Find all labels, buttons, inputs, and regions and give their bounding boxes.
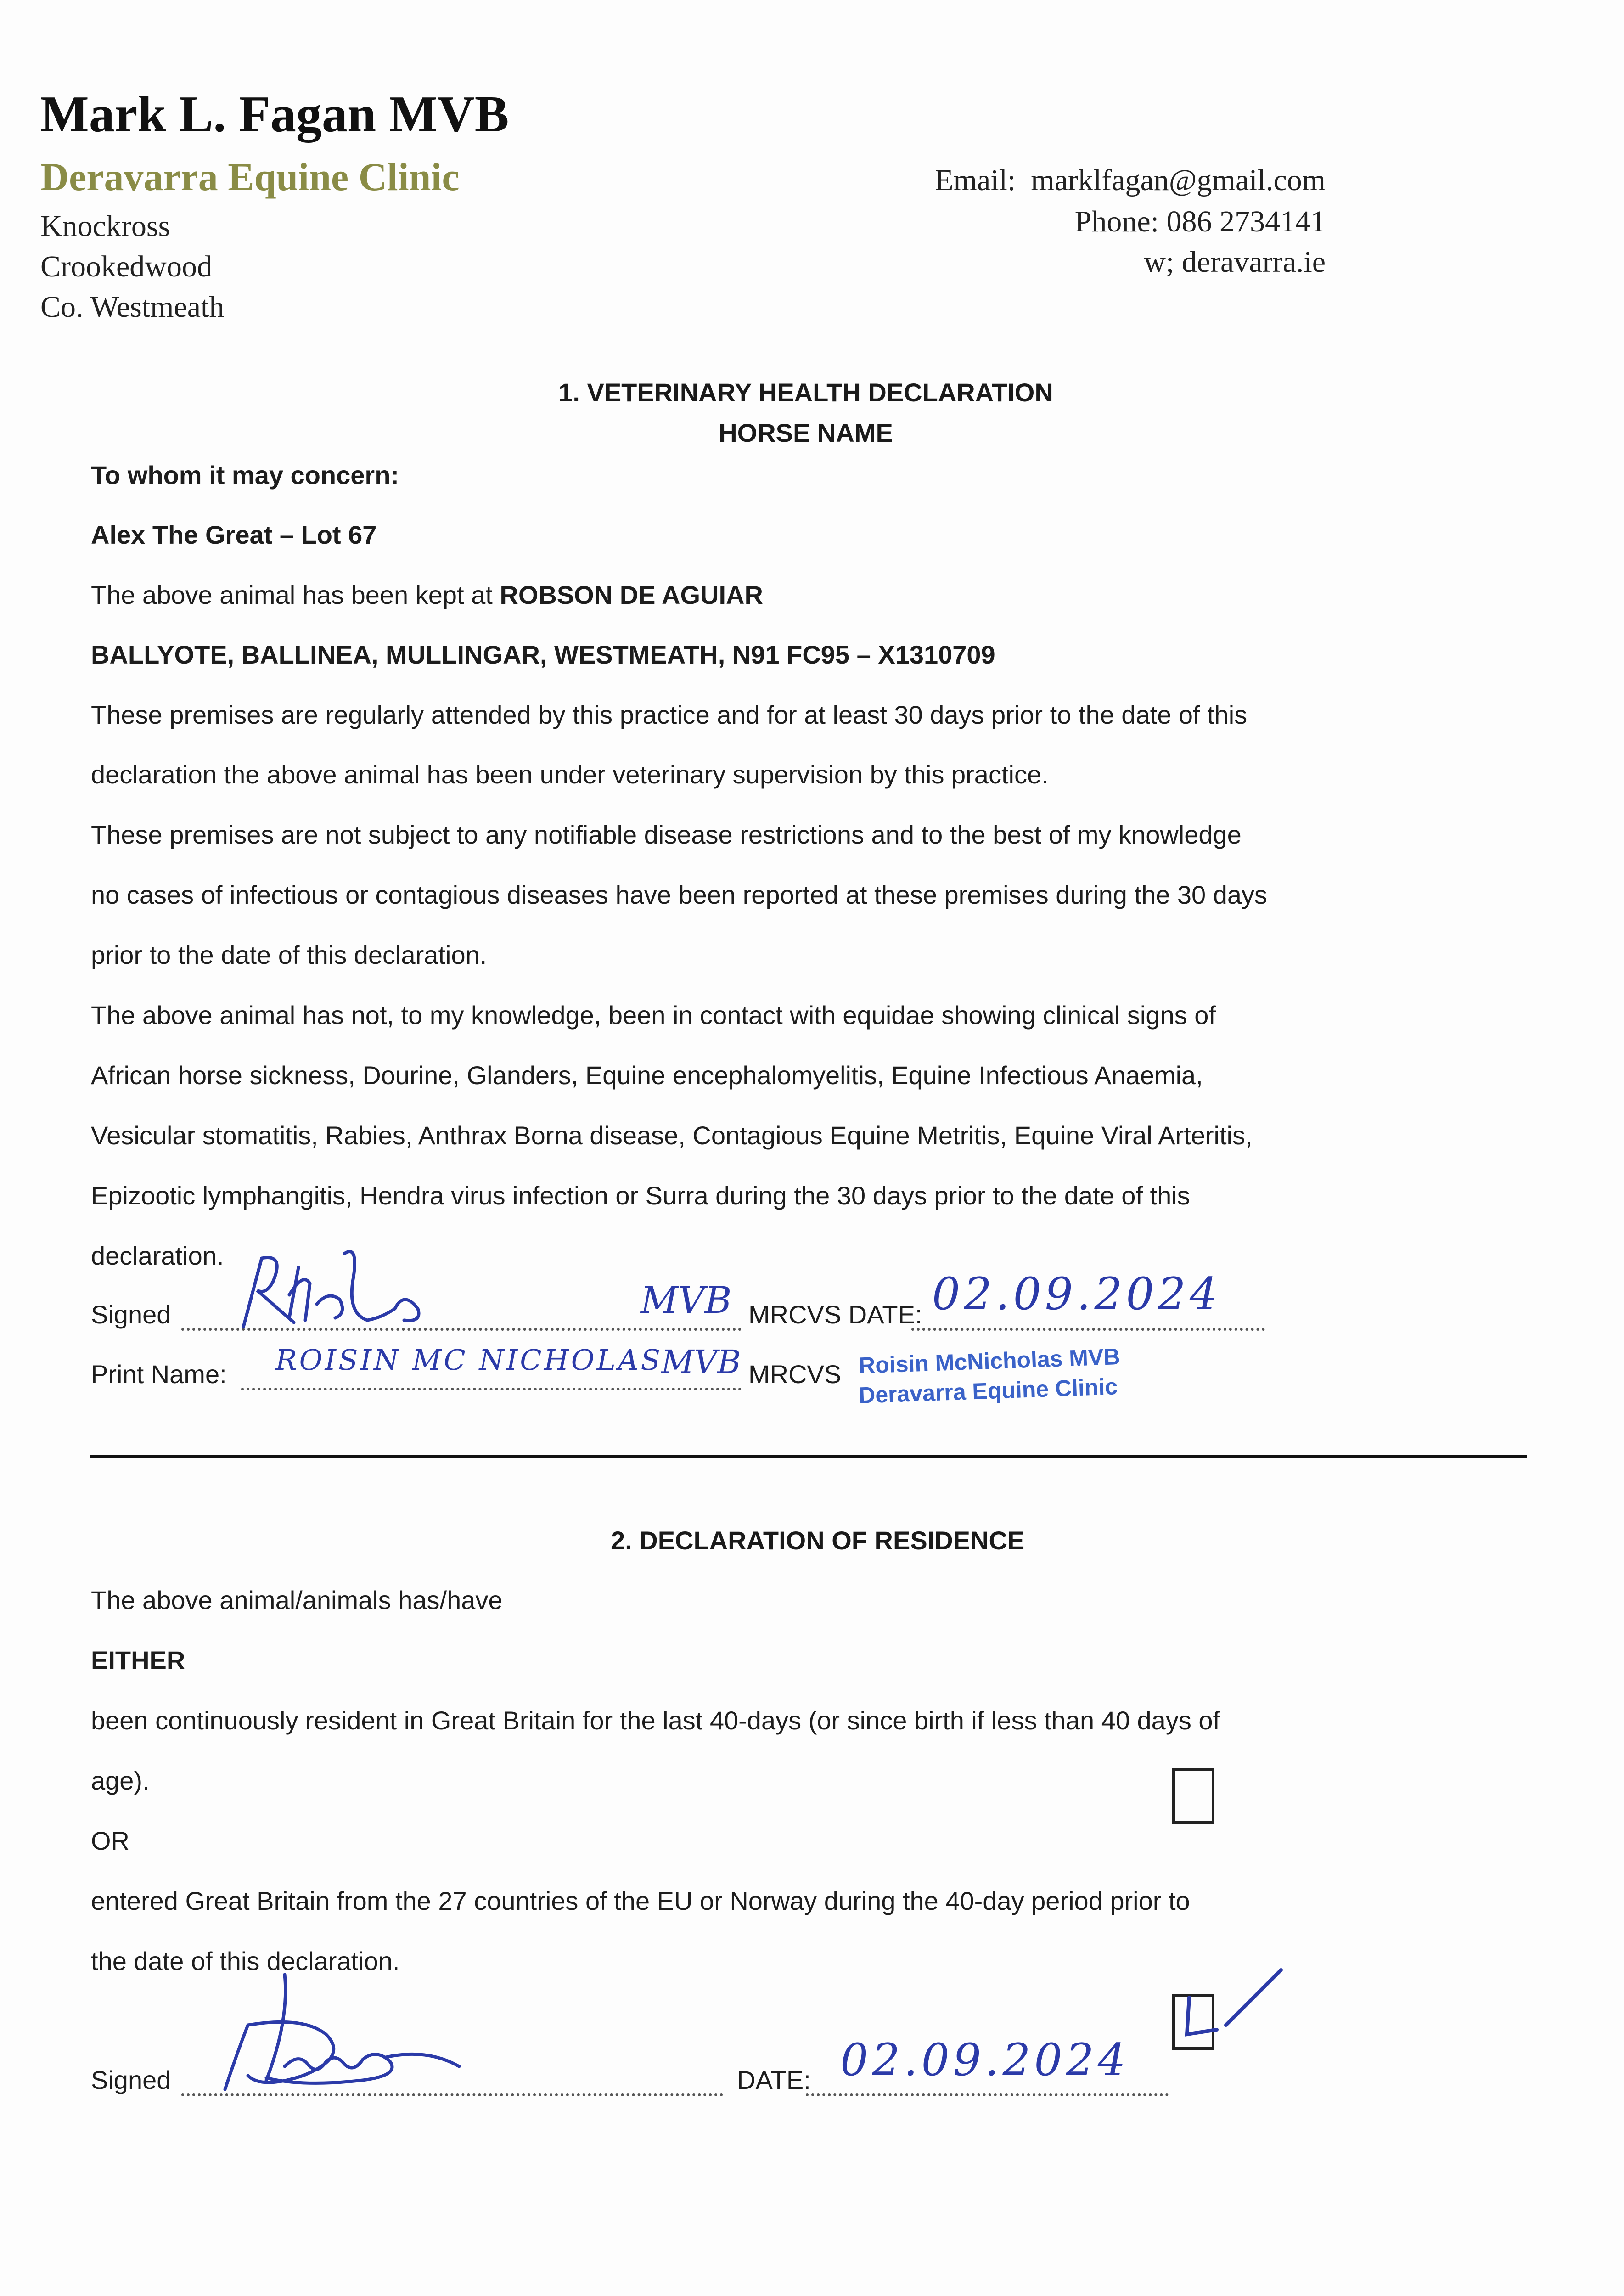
vet-signature: [230, 1240, 468, 1341]
kept-at-line: [91, 580, 763, 610]
kept-at-prefix: The above animal has been kept at: [91, 580, 500, 609]
email-link[interactable]: marklfagan@gmail.com: [1031, 163, 1326, 197]
option2-line: entered Great Britain from the 27 countries of the EU or Norway during the 40-day period prior to: [91, 1886, 1190, 1915]
clinic-stamp-line-2: Deravarra Equine Clinic: [858, 1373, 1118, 1408]
print-name-label: Print Name:: [91, 1360, 227, 1389]
clinic-stamp-line-1: Roisin McNicholas MVB: [858, 1344, 1121, 1379]
paragraph-line: declaration.: [91, 1241, 224, 1270]
signed-date-2: 02.09.2024: [840, 2034, 1129, 2086]
kept-at-name: ROBSON DE AGUIAR: [500, 580, 763, 609]
vet-name: Mark L. Fagan MVB: [40, 86, 509, 143]
checkmark-icon: [1166, 1965, 1286, 2048]
paragraph-line: These premises are regularly attended by this practice and for at least 30 days prior to the date of this: [91, 700, 1248, 729]
horse-name: Alex The Great – Lot 67: [91, 520, 377, 549]
clinic-name: Deravarra Equine Clinic: [40, 155, 460, 199]
phone-line: Phone: 086 2734141: [1074, 205, 1326, 238]
salutation: To whom it may concern:: [91, 461, 399, 490]
option1-checkbox[interactable]: [1172, 1768, 1214, 1824]
date-line[interactable]: [911, 1328, 1265, 1331]
section1-subtitle: HORSE NAME: [719, 418, 893, 447]
mrcvs-label: MRCVS: [748, 1360, 842, 1389]
residence-intro: The above animal/animals has/have: [91, 1586, 503, 1615]
print-name-line[interactable]: [241, 1388, 742, 1390]
paragraph-line: Epizootic lymphangitis, Hendra virus infection or Surra during the 30 days prior to the date of this: [91, 1181, 1190, 1210]
signed-label-2: Signed: [91, 2065, 171, 2094]
section1-title: 1. VETERINARY HEALTH DECLARATION: [558, 378, 1053, 407]
address-line-1: Knockross: [40, 209, 170, 243]
signed-label: Signed: [91, 1300, 171, 1329]
paragraph-line: The above animal has not, to my knowledge, been in contact with equidae showing clinical signs of: [91, 1001, 1216, 1030]
paragraph-line: no cases of infectious or contagious diseases have been reported at these premises during the 30 days: [91, 880, 1268, 909]
owner-signature: [211, 1965, 468, 2103]
option1-line: age).: [91, 1766, 150, 1795]
section2-title: 2. DECLARATION OF RESIDENCE: [611, 1526, 1025, 1555]
signed-mvb: MVB: [641, 1279, 732, 1322]
option1-line: been continuously resident in Great Britain for the last 40-days (or since birth if less than 40 days of: [91, 1706, 1220, 1735]
date-line-2[interactable]: [806, 2093, 1169, 2096]
email-label: Email:: [935, 163, 1016, 197]
section-divider: [90, 1455, 1527, 1458]
paragraph-line: prior to the date of this declaration.: [91, 940, 487, 969]
paragraph-line: Vesicular stomatitis, Rabies, Anthrax Borna disease, Contagious Equine Metritis, Equine Viral Arteritis,: [91, 1121, 1253, 1150]
option2-line: the date of this declaration.: [91, 1947, 400, 1975]
paragraph-line: African horse sickness, Dourine, Glanders, Equine encephalomyelitis, Equine Infectious Anaemia,: [91, 1061, 1203, 1090]
printed-name: ROISIN MC NICHOLAS: [275, 1343, 663, 1377]
web-line: w; deravarra.ie: [1144, 245, 1326, 279]
or-label: OR: [91, 1826, 129, 1855]
date-label-2: DATE:: [737, 2065, 811, 2094]
printed-mvb: MVB: [661, 1343, 741, 1381]
mrcvs-date-label: MRCVS DATE:: [748, 1300, 922, 1329]
address-line-3: Co. Westmeath: [40, 290, 225, 324]
address-line-2: Crookedwood: [40, 250, 212, 283]
either-label: EITHER: [91, 1646, 185, 1675]
paragraph-line: declaration the above animal has been under veterinary supervision by this practice.: [91, 760, 1049, 789]
premises-address: BALLYOTE, BALLINEA, MULLINGAR, WESTMEATH, N91 FC95 – X1310709: [91, 640, 995, 669]
email-line: [935, 163, 1326, 198]
signed-date: 02.09.2024: [932, 1268, 1221, 1320]
paragraph-line: These premises are not subject to any notifiable disease restrictions and to the best of my knowledge: [91, 820, 1242, 849]
